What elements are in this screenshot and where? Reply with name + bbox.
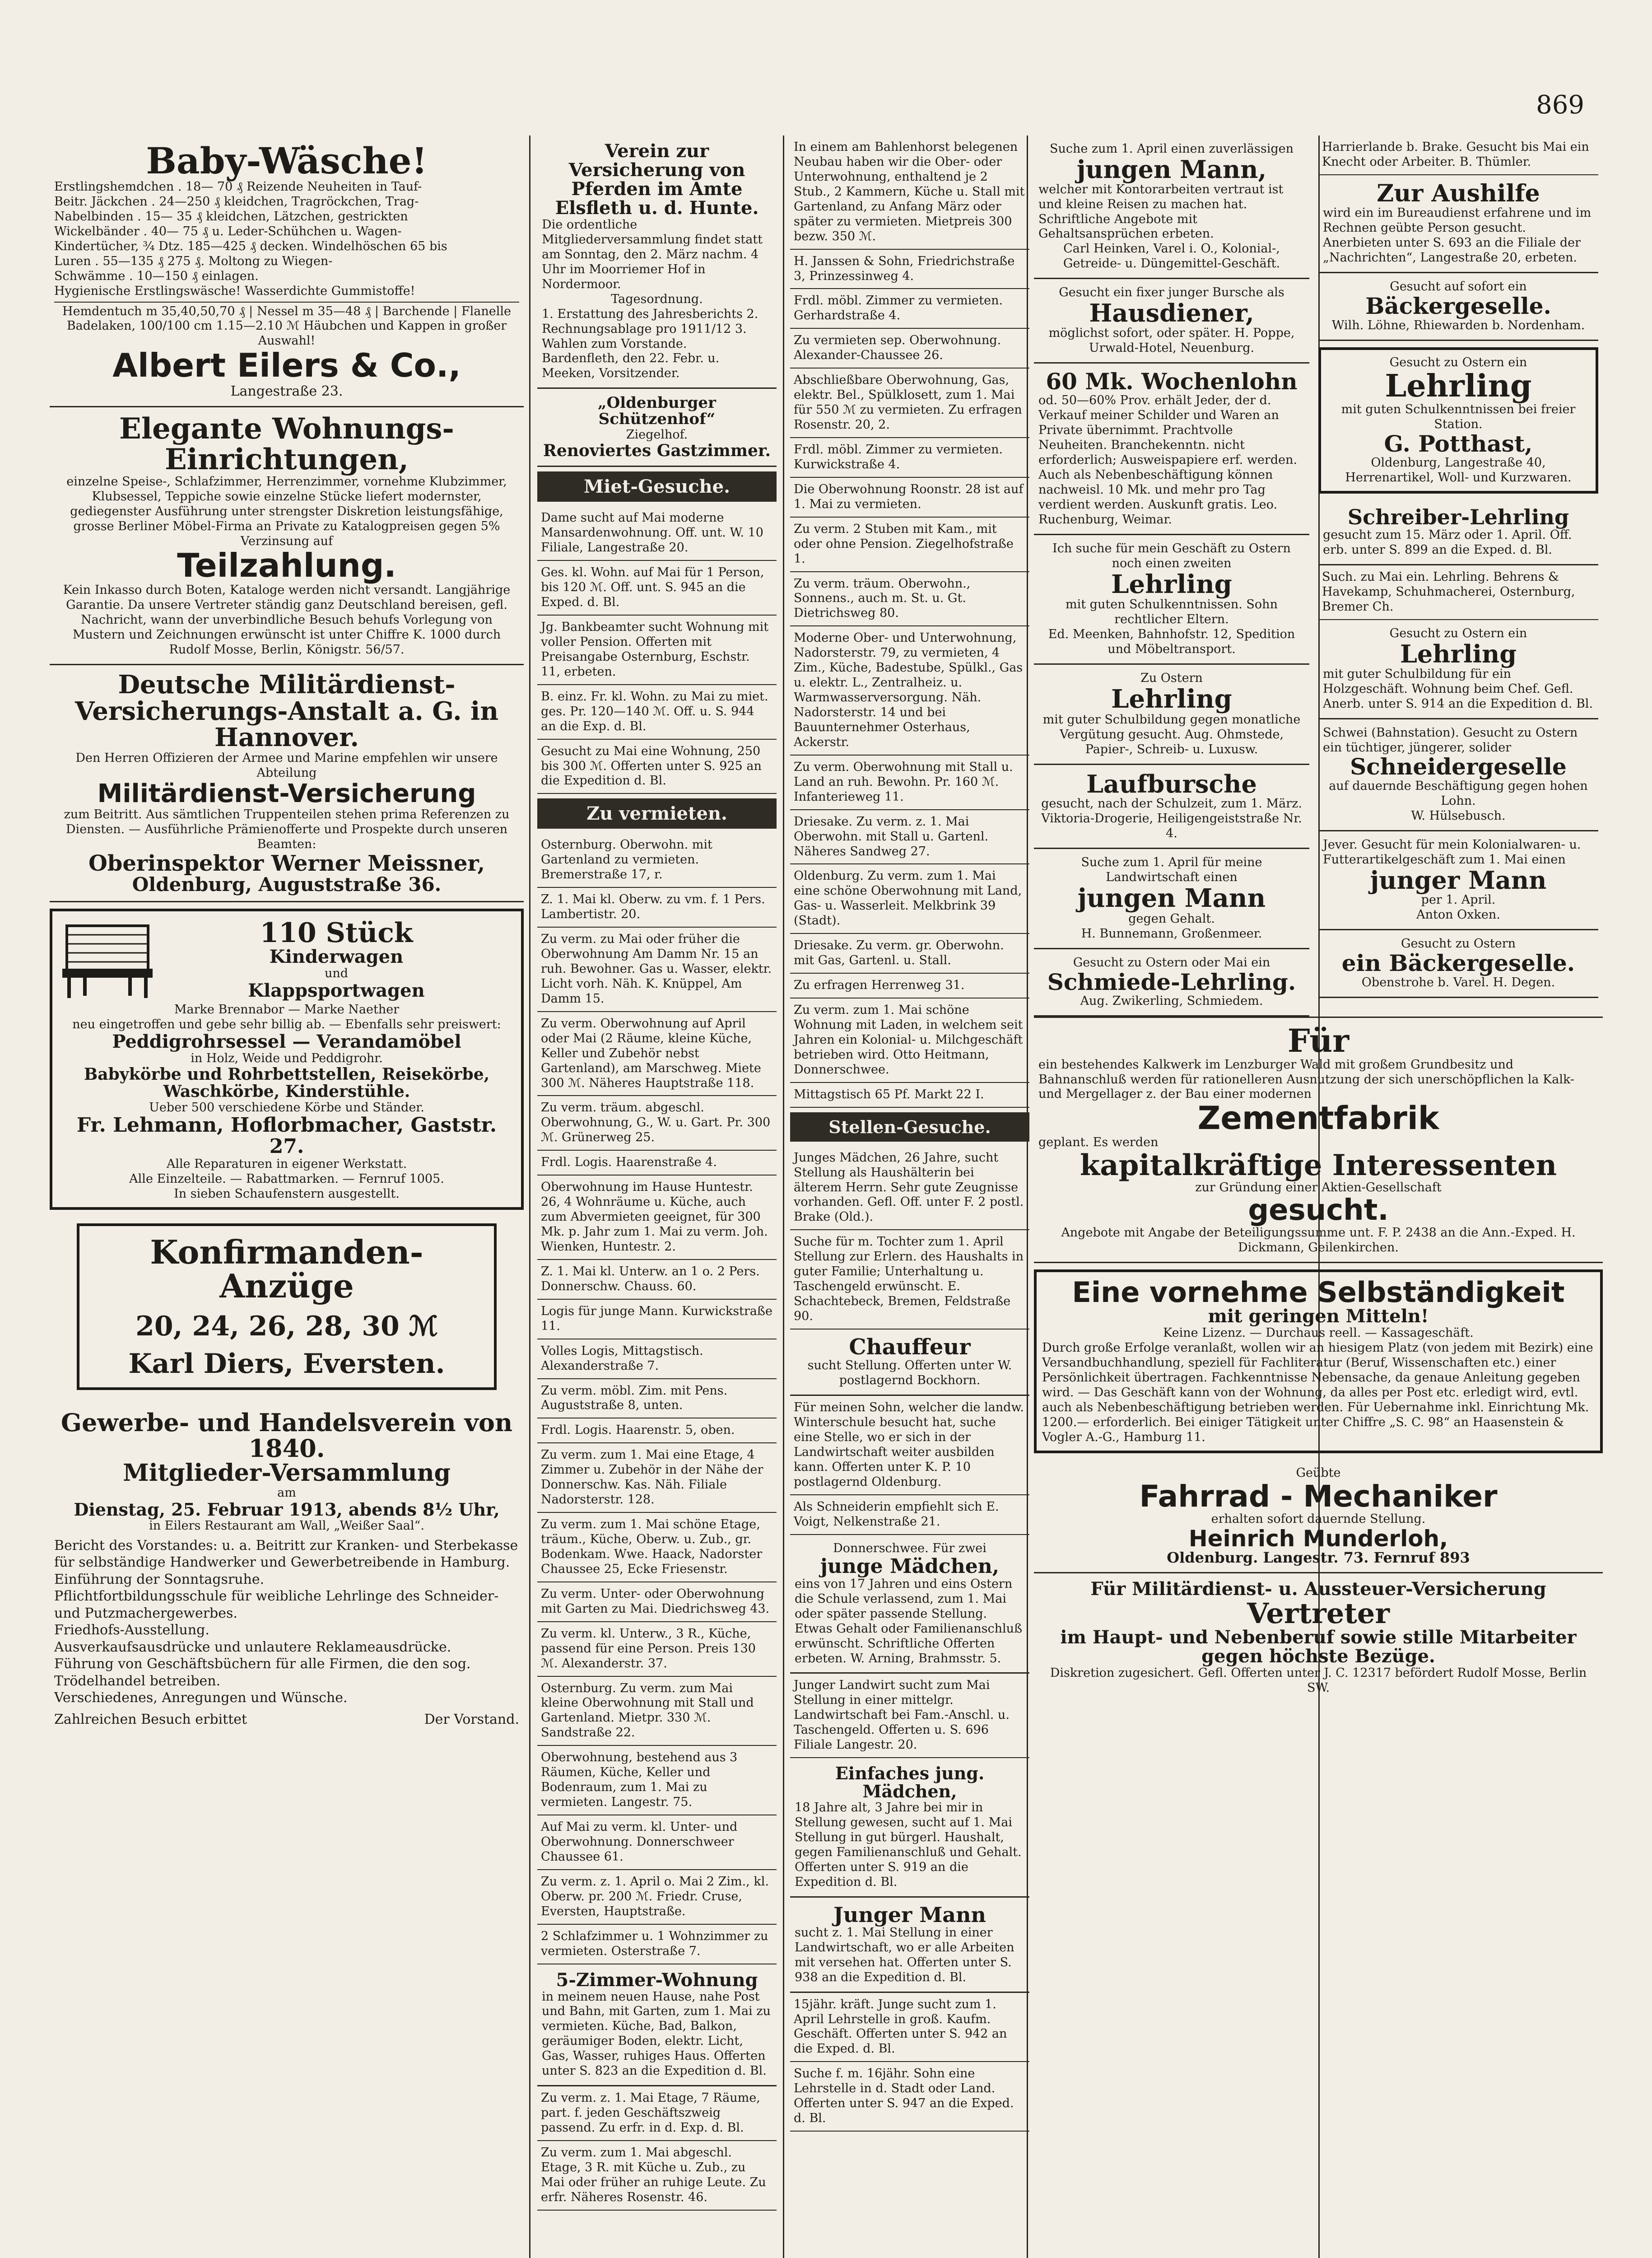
ad-title: junger Mann xyxy=(1370,865,1547,895)
classified-ad: Oldenburg. Zu verm. zum 1. Mai eine schöne Oberwohnung mit Land, Gas- u. Wasserleit. Melkbrink 39 (Stadt). xyxy=(790,864,1029,934)
classified-ad: Zu verm. z. 1. April o. Mai 2 Zim., kl. Oberw. pr. 200 ℳ. Friedr. Cruse, Eversten, Hauptstraße. xyxy=(537,1870,777,1925)
ad-title: Eine vornehme Selbständigkeit xyxy=(1072,1276,1565,1309)
ad-intro: Schwei (Bahnstation). Gesucht zu Ostern ein tüchtiger, jüngerer, solider xyxy=(1323,725,1578,755)
classified-ad: Logis für junge Mann. Kurwickstraße 11. xyxy=(537,1300,777,1339)
ad-text: welcher mit Kontorarbeiten vertraut ist und kleine Reisen zu machen hat. Schriftliche Angebote mit Gehaltsansprüchen erbeten. xyxy=(1038,182,1284,241)
firm-address: Oldenburg. Langestr. 73. Fernruf 893 xyxy=(1167,1549,1470,1567)
classified-ad: Frdl. Logis. Haarenstr. 5, oben. xyxy=(537,1418,777,1443)
small-print: Diskretion zugesichert. Gefl. Offerten unter J. C. 12317 befördert Rudolf Mosse, Berlin SW. xyxy=(1050,1666,1587,1695)
ad-baeckergeselle-2 xyxy=(1318,930,1598,998)
classified-ad: Mittagstisch 65 Pf. Markt 22 I. xyxy=(790,1083,1029,1108)
line: Erstlingshemdchen . 18— 70 ₰ Reizende Neuheiten in Tauf- xyxy=(54,180,422,194)
firm-address: Oldenburg, Langestraße 40, Herrenartikel, Woll- und Kurzwaren. xyxy=(1345,456,1572,485)
ad-title: junge Mädchen, xyxy=(820,1554,1000,1578)
ad-title: Deutsche Militärdienst-Versicherungs-Anstalt a. G. in Hannover. xyxy=(74,669,499,753)
ad-title: Chauffeur xyxy=(849,1334,971,1360)
footer-left: Zahlreichen Besuch erbittet xyxy=(54,1711,247,1727)
column-4 xyxy=(1034,135,1603,2258)
small-print: Kein Inkasso durch Boten, Kataloge werden nicht versandt. Langjährige Garantie. Da unsere Vertreter ständig ganz Deutschland bereisen, gefl. Nachricht, wann der unverbindliche Besuch behufs Vorlegung von Mustern und Zeichnungen erwünscht ist unter Chiffre K. 1000 durch Rudolf Mosse, Berlin, Königstr. 56/57. xyxy=(63,583,511,657)
headline: Militärdienst-Versicherung xyxy=(97,779,476,809)
ad-sub: Ziegelhof. xyxy=(626,427,688,442)
classified-ad: Auf Mai zu verm. kl. Unter- und Oberwohnung. Donnerschweer Chaussee 61. xyxy=(537,1815,777,1870)
ad-baby-waesche xyxy=(50,135,524,407)
firm-address: Langestraße 23. xyxy=(230,383,343,399)
ad-intro: Gesucht zu Ostern xyxy=(1401,937,1516,951)
ad-text: sucht z. 1. Mai Stellung in einer Landwirtschaft, wo er alle Arbeiten mit versehen hat. Offerten unter S. 938 an die Expedition d. Bl. xyxy=(795,1925,1014,1984)
address: Oldenburg, Auguststraße 36. xyxy=(132,873,442,896)
ad-title: Konfirmanden-Anzüge xyxy=(150,1232,423,1306)
headline: Teilzahlung. xyxy=(177,546,396,585)
firm-name: G. Potthast, xyxy=(1384,430,1533,457)
baskets: Babykörbe und Rohrbettstellen, Reisekörbe, Waschkörbe, Kinderstühle. xyxy=(84,1064,490,1101)
classified-ad: Jg. Bankbeamter sucht Wohnung mit voller Pension. Offerten mit Preisangabe Osternburg, Eschstr. 11, erbeten. xyxy=(537,616,777,685)
ad-intro: Gesucht ein fixer junger Bursche als xyxy=(1059,285,1284,300)
classified-ad: Abschließbare Oberwohnung, Gas, elektr. Bel., Spülklosett, zum 1. Mai für 550 ℳ zu vermieten. Zu erfragen Rosenstr. 20, 2. xyxy=(790,369,1029,438)
classified-ad: Suche für m. Tochter zum 1. April Stellung zur Erlern. des Haushalts in guter Familie; Unterhaltung u. Taschengeld erwünscht. E. Schachtebeck, Bremen, Feldstraße 90. xyxy=(790,1230,1029,1330)
classified-ad: Suche f. m. 16jähr. Sohn eine Lehrstelle in d. Stadt oder Land. Offerten unter S. 947 an die Exped. d. Bl. xyxy=(790,2062,1029,2132)
agenda-item: Pflichtfortbildungsschule für weibliche Lehrlinge des Schneider- und Putzmachergewerbes. xyxy=(54,1588,499,1621)
ad-aushilfe xyxy=(1318,175,1598,273)
ad-text: mit guten Schulkenntnissen bei freier Station. xyxy=(1341,402,1576,431)
line: Beitr. Jäckchen . 24—250 ₰ kleidchen, Tragröckchen, Trag- xyxy=(54,194,419,209)
job-ads-right xyxy=(1318,135,1598,1017)
ad-konfirmanden xyxy=(77,1223,497,1390)
ad-title: jungen Mann xyxy=(1077,883,1266,914)
ad-fahrrad-mechaniker xyxy=(1034,1460,1603,1573)
ad-sub: erhalten sofort dauernde Stellung. xyxy=(1211,1512,1426,1526)
firm-name: H. Bunnemann, Großenmeer. xyxy=(1081,926,1262,941)
ad-title: Elegante Wohnungs-Einrichtungen, xyxy=(119,412,454,476)
ad-selbstaendigkeit xyxy=(1034,1269,1603,1453)
headline-2: kapitalkräftige Interessenten xyxy=(1080,1148,1557,1182)
ad-title: 5-Zimmer-Wohnung xyxy=(556,1969,758,1991)
ad-schmiede-lehrling xyxy=(1034,949,1309,1017)
classified-ad: Zu verm. zum 1. Mai abgeschl. Etage, 3 R. mit Küche u. Zub., zu Mai oder früher an ruhige Leute. Zu erfr. Näheres Rosenstr. 46. xyxy=(537,2141,777,2211)
ad-sub: mit geringen Mitteln! xyxy=(1208,1306,1429,1327)
classified-ad: Zu verm. zum 1. Mai schöne Wohnung mit Laden, in welchem seit Jahren ein Kolonial- u. Milchgeschäft betrieben wird. Otto Heitmann, Donnerschwee. xyxy=(790,998,1029,1083)
agenda-item: Friedhofs-Ausstellung. xyxy=(54,1622,209,1638)
column-rule xyxy=(529,135,531,2258)
classified-ad: Harrierlande b. Brake. Gesucht bis Mai ein Knecht oder Arbeiter. B. Thümler. xyxy=(1318,135,1598,175)
firm-name: Aug. Zwikerling, Schmiedem. xyxy=(1080,994,1263,1008)
ad-title: jungen Mann, xyxy=(1076,154,1267,184)
ad-jungen-mann xyxy=(1034,135,1309,279)
ad-gewerbeverein xyxy=(50,1404,524,1734)
classified-ad: Frdl. möbl. Zimmer zu vermieten. Kurwickstraße 4. xyxy=(790,438,1029,478)
agenda-title: Tagesordnung. xyxy=(611,292,703,306)
ad-title: Baby-Wäsche! xyxy=(146,140,428,182)
date: Dienstag, 25. Februar 1913, abends 8½ Uhr, xyxy=(74,1499,500,1520)
ad-text: einzelne Speise-, Schlafzimmer, Herrenzimmer, vornehme Klubzimmer, Klubsessel, Teppiche sowie einzelne Stücke liefert modernster, gediegenster Ausführung unter strengster Diskretion leistungsfähige, grosse Berliner Möbel-Firma an Private zu Katalogpreisen gegen 5% Verzinsung auf xyxy=(66,474,507,548)
ad-5-zimmer xyxy=(537,1964,777,2087)
classified-ad: Frdl. Logis. Haarenstraße 4. xyxy=(537,1151,777,1176)
classified-ad: Zu verm. Oberwohnung auf April oder Mai (2 Räume, kleine Küche, Keller und Zubehör nebst Gartenland), am Marschweg. Miete 300 ℳ. Näheres Hauptstraße 118. xyxy=(537,1012,777,1096)
footer-right: Der Vorstand. xyxy=(424,1711,519,1727)
firm-name: Carl Heinken, Varel i. O., Kolonial-, Getreide- u. Düngemittel-Geschäft. xyxy=(1063,242,1280,271)
classified-ad: Die Oberwohnung Roonstr. 28 ist auf 1. Mai zu vermieten. xyxy=(790,478,1029,518)
line: Schwämme . 10—150 ₰ einlagen. xyxy=(54,269,259,283)
classified-ad: Zu verm. kl. Unterw., 3 R., Küche, passend für eine Person. Preis 130 ℳ. Alexanderstr. 37. xyxy=(537,1622,777,1677)
ad-intro: Geübte xyxy=(1296,1465,1341,1480)
ad-intro: Jever. Gesucht für mein Kolonialwaren- u. Futterartikelgeschäft zum 1. Mai einen xyxy=(1323,837,1581,867)
ad-text: gegen Gehalt. xyxy=(1128,911,1215,926)
ad-title: Verein zur Versicherung von Pferden im Amte Elsfleth u. d. Hunte. xyxy=(555,140,759,219)
ad-title: Gewerbe- und Handelsverein von 1840. xyxy=(60,1408,513,1463)
classified-ad: Z. 1. Mai kl. Unterw. an 1 o. 2 Pers. Donnerschw. Chauss. 60. xyxy=(537,1260,777,1300)
firm-name: Karl Diers, Eversten. xyxy=(128,1348,445,1380)
ad-jungen-mann-landwirtschaft xyxy=(1034,849,1309,949)
classified-ad: Zu vermieten sep. Oberwohnung. Alexander-Chaussee 26. xyxy=(790,329,1029,369)
classified-ad: Such. zu Mai ein. Lehrling. Behrens & Havekamp, Schuhmacherei, Osternburg, Bremer Ch. xyxy=(1318,565,1598,620)
footer xyxy=(54,1711,519,1728)
ad-intro: Suche zum 1. April einen zuverlässigen xyxy=(1049,142,1294,156)
ad-baeckergeselle-1 xyxy=(1318,273,1598,341)
headline: Zementfabrik xyxy=(1197,1100,1439,1137)
classified-ad: Zu erfragen Herrenweg 31. xyxy=(790,974,1029,998)
conjunction: und xyxy=(324,966,349,981)
ad-schuetzenhof xyxy=(537,389,777,467)
firm-name: Anton Oxken. xyxy=(1416,908,1500,922)
ad-intro: Donnerschwee. Für zwei xyxy=(833,1541,987,1555)
ad-zementfabrik xyxy=(1034,1017,1603,1263)
am: am xyxy=(277,1485,296,1500)
ad-title: Lehrling xyxy=(1385,368,1532,404)
ad-laufbursche xyxy=(1034,765,1309,849)
ad-mid: geplant. Es werden xyxy=(1038,1135,1159,1149)
ad-text: möglichst sofort, oder später. H. Poppe, Urwald-Hotel, Neuenburg. xyxy=(1048,326,1295,355)
agenda-item: Verschiedenes, Anregungen und Wünsche. xyxy=(54,1690,348,1706)
parts: Alle Einzelteile. — Rabattmarken. — Fernruf 1005. xyxy=(129,1171,444,1186)
line: Hygienische Erstlingswäsche! Wasserdichte Gummistoffe! xyxy=(54,284,415,298)
ad-title: Bäckergeselle. xyxy=(1365,293,1551,320)
ad-title: ein Bäckergeselle. xyxy=(1341,950,1575,977)
ad-text: sucht Stellung. Offerten unter W. postlagernd Bockhorn. xyxy=(807,1358,1012,1388)
classified-ad: Zu verm. möbl. Zim. mit Pens. Auguststraße 8, unten. xyxy=(537,1379,777,1419)
bath-towels: Badelaken, 100/100 cm 1.15—2.10 ℳ Häubchen und Kappen in großer Auswahl! xyxy=(66,319,507,348)
ad-schreiber-lehrling xyxy=(1318,500,1598,565)
ad-text: in meinem neuen Hause, nahe Post und Bahn, mit Garten, zum 1. Mai zu vermieten. Küche, Bad, Balkon, geräumiger Boden, elektr. Licht, Gas, Wasser, ruhiges Haus. Offerten unter S. 823 an die Expedition d. Bl. xyxy=(542,1989,771,2078)
classified-ad: Driesake. Zu verm. gr. Oberwohn. mit Gas, Gartenl. u. Stall. xyxy=(790,934,1029,974)
ad-title: Lehrling xyxy=(1111,684,1232,714)
ad-intro: Gesucht auf sofort ein xyxy=(1390,280,1527,294)
signature: Bardenfleth, den 22. Febr. u. Meeken, Vorsitzender. xyxy=(542,351,720,381)
firm-name: W. Hülsebusch. xyxy=(1411,808,1506,823)
brand: Marke Brennabor — Marke Naether xyxy=(174,1003,400,1017)
classified-ad: Junges Mädchen, 26 Jahre, sucht Stellung als Haushälterin bei älterem Herrn. Sehr gute Zeugnisse vorhanden. Gefl. Off. unter F. 2 postl. Brake (Old.). xyxy=(790,1146,1029,1231)
ad-text: eins von 17 Jahren und eins Ostern die Schule verlassend, zum 1. Mai oder später passende Stellung. Etwas Gehalt oder Familienanschluß erwünscht. Schriftliche Offerten erbeten. W. Arning, Brahmsstr. 5. xyxy=(795,1577,1023,1666)
ad-einfaches-maedchen xyxy=(790,1758,1029,1897)
classified-ad: Zu verm. z. 1. Mai Etage, 7 Räume, part. f. jeden Geschäftszweig passend. Zu erfr. in d. Exp. d. Bl. xyxy=(537,2086,777,2141)
ad-text: wird ein im Bureaudienst erfahrene und im Rechnen geübte Person gesucht. Anerbieten unter S. 693 an die Filiale der „Nachrichten“, Langestraße 20, erbeten. xyxy=(1323,206,1592,265)
ad-title: „Oldenburger Schützenhof“ xyxy=(598,394,716,428)
line: Luren . 55—135 ₰ 275 ₰. Moltong zu Wiegen- xyxy=(54,254,333,268)
classified-ad: Zu verm. Unter- oder Oberwohnung mit Garten zu Mai. Diedrichsweg 43. xyxy=(537,1582,777,1622)
ad-intro: Suche zum 1. April für meine Landwirtschaft einen xyxy=(1081,855,1262,885)
headline: 110 Stück xyxy=(260,917,413,949)
stock: Ueber 500 verschiedene Körbe und Ständer. xyxy=(149,1100,424,1115)
job-ads-grid xyxy=(1034,135,1603,1017)
ad-text: gesucht, nach der Schulzeit, zum 1. März. Viktoria-Drogerie, Heiligengeiststraße Nr. 4. xyxy=(1041,797,1302,841)
ad-title: Schreiber-Lehrling xyxy=(1347,505,1569,530)
classified-ad: Oberwohnung im Hause Huntestr. 26, 4 Wohnräume u. Küche, auch zum Abvermieten geeignet, für 300 Mk. p. Jahr zum 1. Mai zu verm. Joh. Wienken, Huntestr. 2. xyxy=(537,1176,777,1260)
ad-intro: Gesucht zu Ostern ein xyxy=(1389,626,1527,641)
subheadline: Kinderwagen xyxy=(269,946,404,968)
ad-title: Für xyxy=(1287,1022,1350,1060)
subtitle: Mitglieder-Versammlung xyxy=(123,1459,451,1487)
ad-junge-maedchen xyxy=(790,1535,1029,1674)
page-number: 869 xyxy=(1536,90,1584,120)
ad-intro: Für Militärdienst- u. Aussteuer-Versicherung xyxy=(1090,1578,1546,1600)
ad-intro: Zu Ostern xyxy=(1140,671,1203,686)
classified-ad: Zu verm. träum. Oberwohn., Sonnens., auch m. St. u. Gt. Dietrichsweg 80. xyxy=(790,572,1029,627)
ad-title: Lehrling xyxy=(1111,569,1232,599)
ad-title: Fahrrad - Mechaniker xyxy=(1139,1479,1498,1514)
place: in Eilers Restaurant am Wall, „Weißer Saal“. xyxy=(149,1518,424,1533)
ad-title: Zur Aushilfe xyxy=(1377,179,1540,207)
ad-junger-mann xyxy=(790,1898,1029,1993)
firm-name: Wilh. Löhne, Rhiewarden b. Nordenham. xyxy=(1331,318,1585,332)
ad-lehrling-ohmstede xyxy=(1034,665,1309,765)
agenda-item: Bericht des Vorstandes: u. a. Beitritt zur Kranken- und Sterbekasse für selbständige Handwerker und Gewerbetreibende in Hamburg. xyxy=(54,1537,518,1571)
ad-title: Einfaches jung. Mädchen, xyxy=(835,1763,985,1802)
ad-lehrling-holz xyxy=(1318,620,1598,719)
ad-title: Vertreter xyxy=(1247,1596,1390,1630)
classified-ad: Moderne Ober- und Unterwohnung, Nadorsterstr. 79, zu vermieten, 4 Zim., Küche, Badestube, Spülkl., Gas u. elektr. L., Zentralheiz. u. Warmwasserversorgung. Näh. Nadorsterstr. 14 und bei Bauunternehmer Osterhaus, Ackerstr. xyxy=(790,626,1029,756)
classified-ad: Als Schneiderin empfiehlt sich E. Voigt, Nelkenstraße 21. xyxy=(790,1495,1029,1535)
small-print: Keine Lizenz. — Durchaus reell. — Kassageschäft. xyxy=(1163,1326,1474,1340)
line: Nabelbinden . 15— 35 ₰ kleidchen, Lätzchen, gestrickten xyxy=(54,209,408,224)
classified-ad: B. einz. Fr. kl. Wohn. zu Mai zu miet. ges. Pr. 120—140 ℳ. Off. u. S. 944 an die Exp. d. Bl. xyxy=(537,685,777,740)
ad-lines xyxy=(54,180,519,299)
ad-title: Schneidergeselle xyxy=(1350,753,1567,780)
ad-intro: Ich suche für mein Geschäft zu Ostern noch einen zweiten xyxy=(1052,541,1291,570)
classified-ad: Zu verm. zum 1. Mai schöne Etage, träum., Küche, Oberw. u. Zub., gr. Bodenkam. Wwe. Haack, Nadorster Chaussee 25, Ecke Friesenstr. xyxy=(537,1513,777,1582)
ad-footer: Angebote mit Angabe der Beteiligungssumme unt. F. P. 2438 an die Ann.-Exped. H. Dickmann, Geilenkirchen. xyxy=(1061,1226,1576,1255)
ad-intro: Gesucht zu Ostern ein xyxy=(1389,355,1527,369)
ad-text: ein bestehendes Kalkwerk im Lenzburger Wald mit großem Grundbesitz und Bahnanschluß werden für rationelleren Ausnutzung der sich unerschöpflichen la Kalk- und Mergellager z. der Bau einer modernen xyxy=(1038,1057,1575,1101)
ad-title: Schmiede-Lehrling. xyxy=(1047,968,1296,995)
column-rule xyxy=(783,135,784,2258)
ad-verein-pferde xyxy=(537,135,777,389)
classified-ad: Zu verm. zum 1. Mai eine Etage, 4 Zimmer u. Zubehör in der Nähe der Donnerschw. Kas. Näh. Filiale Nadorsterstr. 128. xyxy=(537,1443,777,1513)
ad-text: Die ordentliche Mitgliederversammlung findet statt am Sonntag, den 2. März nachm. 4 Uhr im Moorriemer Hof in Nordermoor. xyxy=(542,218,763,291)
classified-ad: Zu verm. träum. abgeschl. Oberwohnung, G., W. u. Gart. Pr. 300 ℳ. Grünerweg 25. xyxy=(537,1096,777,1151)
section-header-zu-vermieten: Zu vermieten. xyxy=(537,798,777,829)
subheadline-2: Klappsportwagen xyxy=(248,980,425,1002)
offer: neu eingetroffen und gebe sehr billig ab. — Ebenfalls sehr preiswert: xyxy=(72,1017,501,1032)
ad-junger-mann-jever xyxy=(1318,831,1598,930)
line: Kindertücher, ¾ Dtz. 185—425 ₰ decken. Windelhöschen 65 bis xyxy=(54,239,447,253)
ad-schneidergeselle xyxy=(1318,719,1598,831)
classified-ad: Junger Landwirt sucht zum Mai Stellung in einer mittelgr. Landwirtschaft bei Fam.-Anschl. u. Taschengeld. Offerten u. S. 696 Filiale Langestr. 20. xyxy=(790,1674,1029,1758)
ad-chauffeur xyxy=(790,1330,1029,1396)
classified-ad: Für meinen Sohn, welcher die landw. Winterschule besucht hat, suche eine Stelle, wo er sich in der Landwirtschaft weiter ausbilden kann. Offerten unter K. P. 10 postlagernd Oldenburg. xyxy=(790,1396,1029,1495)
ad-kinderwagen xyxy=(50,909,524,1210)
classified-ad: Gesucht zu Mai eine Wohnung, 250 bis 300 ℳ. Offerten unter S. 925 an die Expedition d. Bl. xyxy=(537,740,777,794)
firm-name: Ed. Meenken, Bahnhofstr. 12, Spedition und Möbeltransport. xyxy=(1048,627,1295,657)
agenda-item: Ausverkaufsausdrücke und unlautere Reklameausdrücke. xyxy=(54,1639,451,1655)
classified-ad: H. Janssen & Sohn, Friedrichstraße 3, Prinzessinweg 4. xyxy=(790,250,1029,289)
section-header-stellen-gesuche: Stellen-Gesuche. xyxy=(790,1112,1029,1142)
ad-lehrling-potthast xyxy=(1318,347,1598,494)
headline-3: gesucht. xyxy=(1248,1193,1389,1227)
wicker-chair-illustration xyxy=(58,917,157,1003)
ad-text: Durch große Erfolge veranlaßt, wollen wir an hiesigem Platz (von jedem mit Bezirk) eine Versandbuchhandlung, speziell für Fachliteratur (Beruf, Wissenschaften etc.) einer Persönlichkeit übertragen. Fachkenntnisse Nebensache, da genaue Anleitung gegeben wird. — Das Geschäft kann von der Wohnung, da alles per Post etc. erledigt wird, evtl. auch als Nebenbeschäftigung betrieben werden. Für Uebernahme inkl. Einrichtung Mk. 1200.— erforderlich. Bei einiger Tätigkeit unter Chiffre „S. C. 98“ an Haasenstein & Vogler A.-G., Hamburg 11. xyxy=(1042,1341,1593,1444)
classified-ad: Driesake. Zu verm. z. 1. Mai Oberwohn. mit Stall u. Gartenl. Näheres Sandweg 27. xyxy=(790,810,1029,865)
ad-text: od. 50—60% Prov. erhält Jeder, der d. Verkauf meiner Schilder und Waren an Private übernimmt. Prachtvolle Neuheiten. Branchekenntn. nicht erforderlich; Ausweispapiere erf. werden. Auch als Nebenbeschäftigung können nachweisl. 10 Mk. und mehr pro Tag verdient werden. Auskunft gratis. Leo. Ruchenburg, Weimar. xyxy=(1038,393,1298,527)
ad-title: Junger Mann xyxy=(833,1902,986,1927)
ad-text: mit guter Schulbildung für ein Holzgeschäft. Wohnung beim Chef. Gefl. Anerb. unter S. 914 an die Expedition d. Bl. xyxy=(1323,667,1593,711)
classified-ad: Osternburg. Zu verm. zum Mai kleine Oberwohnung mit Stall und Gartenland. Mietpr. 330 ℳ. Sandstraße 22. xyxy=(537,1677,777,1746)
ad-text: gesucht zum 15. März oder 1. April. Off. erb. unter S. 899 an die Exped. d. Bl. xyxy=(1323,528,1572,557)
classified-ad: 15jähr. kräft. Junge sucht zum 1. April Lehrstelle in groß. Kaufm. Geschäft. Offerten unter S. 942 an die Exped. d. Bl. xyxy=(790,1993,1029,2062)
ad-title: Lehrling xyxy=(1400,639,1517,669)
firm-name: Fr. Lehmann, Hoflorbmacher, Gaststr. 27. xyxy=(76,1114,497,1158)
classified-ad: In einem am Bahlenhorst belegenen Neubau haben wir die Ober- oder Unterwohnung, enthaltend je 2 Stub., 2 Kammern, Küche u. Stall mit Gartenland, zu Anfang März oder später zu vermieten. Mietpreis 300 bezw. 350 ℳ. xyxy=(790,135,1029,250)
ad-title: Laufbursche xyxy=(1086,769,1257,798)
ad-text: im Haupt- und Nebenberuf sowie stille Mitarbeiter gegen höchste Bezüge. xyxy=(1060,1626,1577,1667)
contact: Oberinspektor Werner Meissner, xyxy=(88,850,485,876)
section-header-miet-gesuche: Miet-Gesuche. xyxy=(537,471,777,502)
agenda-item: Führung von Geschäftsbüchern für alle Firmen, die den sog. Trödelhandel betreiben. xyxy=(54,1656,471,1689)
classified-ad: Frdl. möbl. Zimmer zu vermieten. Gerhardstraße 4. xyxy=(790,289,1029,329)
agenda-item: Einführung der Sonntagsruhe. xyxy=(54,1571,265,1587)
fabrics: Hemdentuch m 35,40,50,70 ₰ | Nessel m 35—48 ₰ | Barchende | Flanelle xyxy=(54,302,519,319)
column-1 xyxy=(50,135,524,2258)
ad-mid-2: zur Gründung einer Aktien-Gesellschaft xyxy=(1195,1180,1442,1195)
ad-wohnungs-einrichtungen xyxy=(50,407,524,665)
headline: Renoviertes Gastzimmer. xyxy=(543,441,771,460)
ad-militaerdienst xyxy=(50,665,524,902)
agenda: 1. Erstattung des Jahresberichts 2. Rechnungsablage pro 1911/12 3. Wahlen zum Vorstande. xyxy=(542,307,759,351)
ad-wochenlohn xyxy=(1034,364,1309,535)
line: Wickelbänder . 40— 75 ₰ u. Leder-Schühchen u. Wagen- xyxy=(54,224,402,238)
ad-title: 60 Mk. Wochenlohn xyxy=(1046,368,1298,395)
classified-ad: Dame sucht auf Mai moderne Mansardenwohnung. Off. unt. W. 10 Filiale, Langestraße 20. xyxy=(537,506,777,561)
ad-text: per 1. April. xyxy=(1421,893,1496,907)
classified-ad: Ges. kl. Wohn. auf Mai für 1 Person, bis 120 ℳ. Off. unt. S. 945 an die Exped. d. Bl. xyxy=(537,561,777,616)
job-ads-left xyxy=(1034,135,1309,1017)
firm-name: Heinrich Munderloh, xyxy=(1188,1525,1448,1552)
product: Peddigrohrsessel — Verandamöbel xyxy=(112,1031,461,1052)
windows: In sieben Schaufenstern ausgestellt. xyxy=(174,1186,400,1201)
firm-name: Obenstrohe b. Varel. H. Degen. xyxy=(1361,975,1555,989)
ad-text: zum Beitritt. Aus sämtlichen Truppenteilen stehen prima Referenzen zu Diensten. — Ausführliche Prämienofferte und Prospekte durch unseren Beamten: xyxy=(64,807,510,851)
ad-title: Hausdiener, xyxy=(1089,299,1254,328)
firm-name: Albert Eilers & Co., xyxy=(112,346,461,385)
repair: Alle Reparaturen in eigener Werkstatt. xyxy=(166,1157,407,1171)
ad-intro: Gesucht zu Ostern oder Mai ein xyxy=(1073,955,1270,970)
agenda xyxy=(54,1537,519,1707)
classified-ad: Osternburg. Oberwohn. mit Gartenland zu vermieten. Bremerstraße 17, r. xyxy=(537,833,777,888)
ad-intro: Den Herren Offizieren der Armee und Marine empfehlen wir unsere Abteilung xyxy=(75,751,498,780)
ad-text: auf dauernde Beschäftigung gegen hohen Lohn. xyxy=(1329,779,1588,808)
column-2 xyxy=(537,135,777,2258)
prices: 20, 24, 26, 28, 30 ℳ xyxy=(135,1310,438,1342)
classified-ad: 2 Schlafzimmer u. 1 Wohnzimmer zu vermieten. Osterstraße 7. xyxy=(537,1925,777,1964)
ad-text: mit guten Schulkenntnissen. Sohn rechtlicher Eltern. xyxy=(1066,597,1278,627)
classified-ad: Zu verm. zu Mai oder früher die Oberwohnung Am Damm Nr. 15 an ruh. Bewohner. Gas u. Wasser, elektr. Licht vorh. Näh. K. Knüppel, Am Damm 15. xyxy=(537,928,777,1012)
ad-hausdiener xyxy=(1034,279,1309,364)
classified-ad: Oberwohnung, bestehend aus 3 Räumen, Küche, Keller und Bodenraum, zum 1. Mai zu vermieten. Langestr. 75. xyxy=(537,1746,777,1815)
classified-ad: Zu verm. 2 Stuben mit Kam., mit oder ohne Pension. Ziegelhofstraße 1. xyxy=(790,518,1029,572)
ad-vertreter xyxy=(1034,1573,1603,1702)
ad-text: mit guter Schulbildung gegen monatliche Vergütung gesucht. Aug. Ohmstede, Papier-, Schreib- u. Luxusw. xyxy=(1042,712,1301,756)
classified-ad: Zu verm. Oberwohnung mit Stall u. Land an ruh. Bewohn. Pr. 160 ℳ. Infanterieweg 11. xyxy=(790,756,1029,810)
ad-text: 18 Jahre alt, 3 Jahre bei mir in Stellung gewesen, sucht auf 1. Mai Stellung in gut bürgerl. Haushalt, gegen Familienanschluß und Gehalt. Offerten unter S. 919 an die Expedition d. Bl. xyxy=(795,1800,1022,1889)
material: in Holz, Weide und Peddigrohr. xyxy=(191,1051,383,1065)
classified-ad: Z. 1. Mai kl. Oberw. zu vm. f. 1 Pers. Lambertistr. 20. xyxy=(537,888,777,928)
classified-ad: Volles Logis, Mittagstisch. Alexanderstraße 7. xyxy=(537,1339,777,1379)
column-3 xyxy=(790,135,1029,2258)
ad-lehrling-meenken xyxy=(1034,535,1309,665)
